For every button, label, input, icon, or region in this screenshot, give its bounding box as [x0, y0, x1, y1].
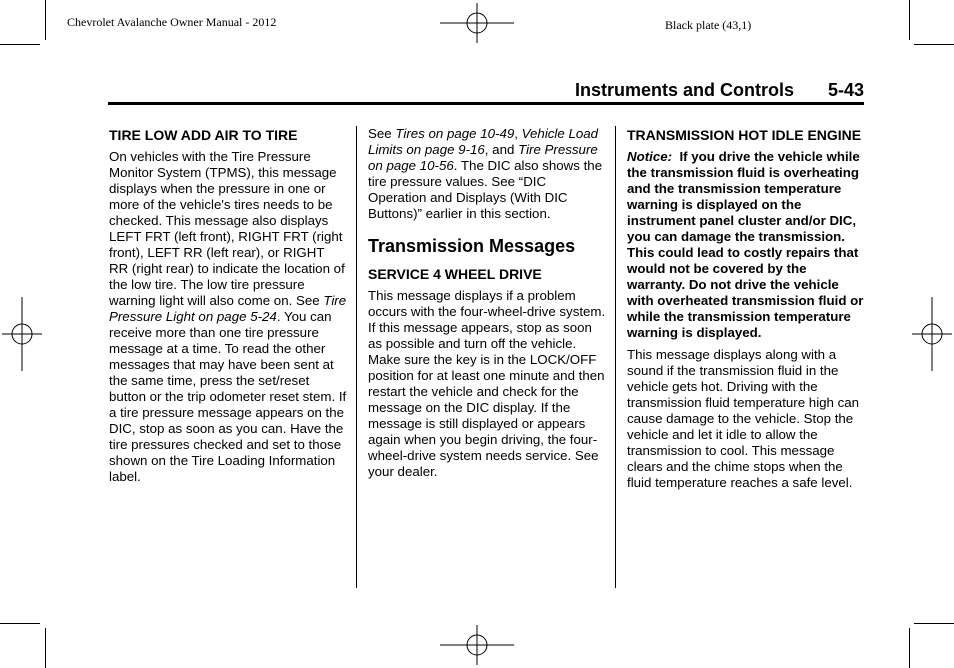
column-divider — [356, 126, 357, 588]
manual-title: Chevrolet Avalanche Owner Manual - 2012 — [67, 15, 277, 29]
crop-mark — [0, 623, 40, 624]
text: . You can receive more than one tire pressure message at a time. To read the other messages that may have been sent at the same time, press the set/reset button or the trip odometer reset stem. If a tire pressure message appears on the DIC, stop as soon as you can. Have the tire pressures checked and set to those shown on the Tire Loading Information label. — [109, 309, 347, 484]
registration-mark-bottom — [440, 625, 514, 665]
crop-mark — [914, 623, 954, 624]
heading-service-4wd: SERVICE 4 WHEEL DRIVE — [368, 266, 542, 282]
text: , — [514, 126, 522, 141]
registration-mark-left — [2, 297, 42, 371]
cross-reference: Vehicle Load Limits on page 9-16 — [368, 126, 599, 157]
notice — [627, 149, 865, 341]
text: See — [368, 126, 396, 141]
section-title: Instruments and Controls — [574, 80, 794, 100]
text: , and — [484, 142, 519, 157]
crop-mark — [0, 44, 40, 45]
header-rule — [108, 102, 864, 105]
text: . The DIC also shows the tire pressure values. See “DIC Operation and Displays (With DIC Buttons)” earlier in this section. — [368, 158, 603, 221]
column-2 — [368, 126, 606, 480]
cross-reference: Tires on page 10-49 — [395, 126, 515, 141]
crop-mark — [909, 628, 910, 668]
plate-info: Black plate (43,1) — [665, 18, 752, 32]
column-1 — [109, 126, 347, 485]
registration-mark-top — [440, 3, 514, 43]
cross-reference: Tire Pressure Light on page 5-24 — [109, 293, 347, 324]
paragraph — [109, 149, 347, 485]
paragraph — [368, 126, 606, 222]
notice-label: Notice: — [627, 149, 673, 164]
crop-mark — [45, 628, 46, 668]
cross-reference: Tire Pressure on page 10-56 — [368, 142, 598, 173]
heading-trans-hot: TRANSMISSION HOT IDLE ENGINE — [627, 127, 862, 143]
paragraph: This message displays along with a sound if the transmission fluid in the vehicle gets hot. Driving with the transmission fluid temperature high can cause damage to the vehicle. Stop the vehicle and let it idle to allow the transmission to cool. This message clears and the chime stops when the fluid temperature reaches a safe level. — [627, 347, 860, 490]
text: On vehicles with the Tire Pressure Monitor System (TPMS), this message displays when the pressure in one or more of the vehicle's tires needs to be checked. This message also displays LEFT FRT (left front), RIGHT FRT (right front), LEFT RR (left rear), or RIGHT RR (right rear) to indicate the location of the low tire. The low tire pressure warning light will also come on. See — [109, 149, 345, 308]
column-3 — [627, 126, 865, 491]
column-divider — [615, 126, 616, 588]
crop-mark — [914, 44, 954, 45]
paragraph: This message displays if a problem occurs with the four-wheel-drive system. If this message appears, stop as soon as possible and turn off the vehicle. Make sure the key is in the LOCK/OFF position for at least one minute and then restart the vehicle and check for the message on the DIC display. If the message is still displayed or appears again when you begin driving, the four-wheel-drive system needs service. See your dealer. — [368, 288, 606, 479]
crop-mark — [45, 0, 46, 40]
heading-tire-low: TIRE LOW ADD AIR TO TIRE — [109, 127, 298, 143]
notice-text: If you drive the vehicle while the transmission fluid is overheating and the transmission temperature warning is displayed on the instrument panel cluster and/or DIC, you can damage the transmission. This could lead to costly repairs that would not be covered by the warranty. Do not drive the vehicle with overheated transmission fluid or while the transmission temperature warning is displayed. — [627, 149, 864, 340]
crop-mark — [909, 0, 910, 40]
section-title-transmission: Transmission Messages — [368, 236, 576, 256]
registration-mark-right — [912, 297, 952, 371]
page-number: 5-43 — [827, 80, 864, 100]
